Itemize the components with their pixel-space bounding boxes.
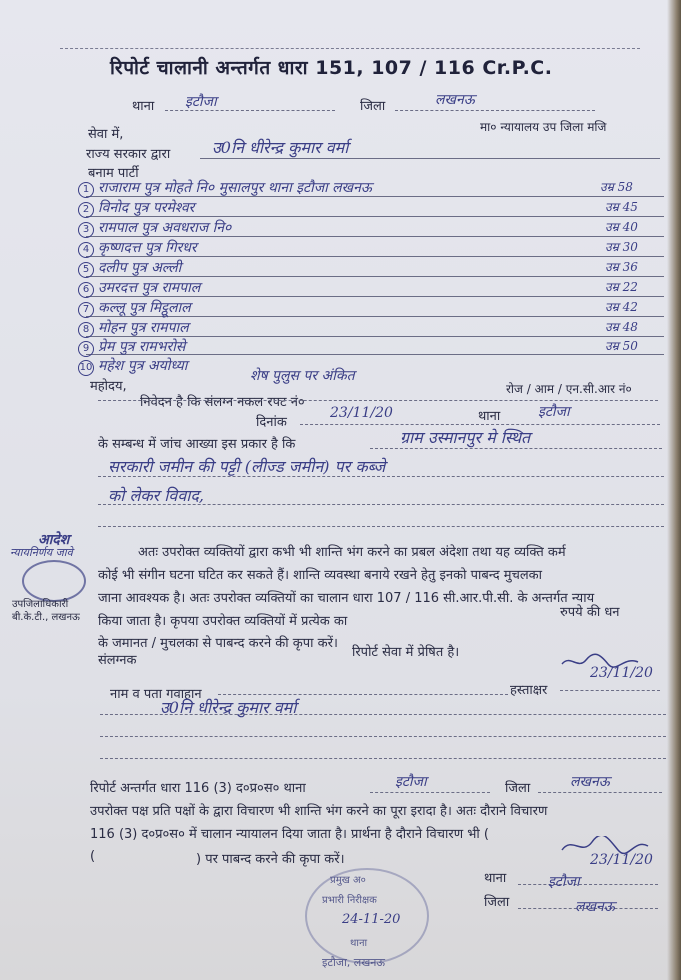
footer-thana2-label: थाना [484,871,507,886]
footer-thana2-underline [518,884,658,885]
para-line-4b: रुपये की धन [560,605,620,620]
party-name: कृष्णदत्त पुत्र गिरधर [98,240,197,256]
party-item-6 [78,278,200,298]
roj-text: रोज / आम / एन.सी.आर नं० [506,382,632,396]
ankit-note: शेष पुलुस पर अंकित [250,368,355,384]
body-thana-value: इटौजा [538,404,570,420]
report116-label: रिपोर्ट अन्तर्गत धारा 116 (3) द०प्र०स० थाना [90,781,306,796]
footer-jila-value: लखनऊ [570,774,610,790]
gawah-value: उ0नि धीरेन्द्र कुमार वर्मा [160,698,297,717]
footer-jila2-label: जिला [484,895,510,910]
banaam-label: बनाम पार्टी [88,166,139,181]
stamp-line-2: प्रभारी निरीक्षक [322,895,377,906]
party-name: रामपाल पुत्र अवधराज नि० [98,220,232,236]
rajya-underline [200,158,660,159]
hand-line-3: को लेकर विवाद, [108,486,204,505]
footer-jila-label: जिला [505,781,531,796]
stamp-bottom: इटौजा, लखनऊ [322,956,385,969]
rajya-value: उ0नि धीरेन्द्र कुमार वर्मा [212,138,349,157]
party-item-2 [78,198,194,218]
stamp-date: 24-11-20 [342,912,401,927]
footer-line-3-open: ( [90,849,96,864]
para-line-3: जाना आवश्यक है। अतः उपरोक्त व्यक्तियों का चालान धारा 107 / 116 सी.आर.पी.सी. के अन्तर्गत न्याय [98,591,595,606]
gawah-underline-2 [100,736,666,737]
court-label: मा० न्यायालय उप जिला मजि [480,120,607,134]
party-age: उम्र 45 [605,200,638,214]
party-name: कल्लू पुत्र मिट्ठूलाल [98,300,191,316]
party-age: उम्र 40 [605,220,638,234]
party-item-9 [78,337,185,357]
seva-label: सेवा में, [88,127,124,142]
party-item-1 [78,178,372,198]
party-num: 8 [78,322,94,338]
margin-nyay: न्यायनिर्णय जावे [10,546,73,559]
body-thana-label: थाना [478,409,501,424]
party-age: उम्र 22 [605,280,638,294]
hand-underline-3 [98,504,664,505]
footer-thana-hand: इटौजा [548,874,580,890]
jila-underline [395,110,595,111]
footer-line-3: ) पर पाबन्द करने की कृपा करें। [196,852,345,867]
footer-jila-hand: लखनऊ [575,899,615,915]
margin-aadesh: आदेश [38,532,70,548]
party-name: महेश पुत्र अयोध्या [98,358,188,374]
party-num: 10 [78,360,94,376]
blank-underline [98,526,664,527]
stamp-line-3: थाना [350,938,368,949]
footer-sign-date: 23/11/20 [590,852,653,868]
party-item-7 [78,298,191,318]
footer-thana-underline [370,792,490,793]
party-name: प्रेम पुत्र रामभरोसे [98,339,186,355]
sambandh-underline [370,448,662,449]
dinank-underline [300,424,660,425]
party-age: उम्र 36 [605,260,638,274]
party-num: 3 [78,222,94,238]
hastakshar-underline [560,690,660,691]
gawah-underline-1 [100,714,666,715]
party-item-3 [78,218,231,238]
mahoday-label: महोदय, [90,379,127,394]
hand-line-2: सरकारी जमीन की पट्टी (लीज्ड जमीन) पर कब्जे [108,457,386,476]
stamp-line-1: प्रमुख अ० [330,875,366,886]
footer-jila-underline [538,792,662,793]
para-line-2: कोई भी संगीन घटना घटित कर सकते हैं। शान्ति व्यवस्था बनाये रखने हेतु इनको पाबन्द मुचलका [98,568,542,583]
footer-line-1: उपरोक्त पक्ष प्रति पक्षों के द्वारा विचारण भी शान्ति भंग करने का पूरा इरादा है। अतः दौराने विचारण [90,804,548,819]
para-line-4: किया जाता है। कृपया उपरोक्त व्यक्तियों में प्रत्येक का [98,614,348,629]
para-line-5: के जमानत / मुचलका से पाबन्द करने की कृपा करें। [98,636,338,651]
party-num: 4 [78,242,94,258]
rajya-label: राज्य सरकार द्वारा [86,147,171,162]
party-age: उम्र 50 [605,339,638,353]
dinank-label: दिनांक [256,415,287,430]
party-item-10 [78,356,187,376]
party-age: उम्र 48 [605,320,638,334]
party-age: उम्र 42 [605,300,638,314]
party-age: उम्र 30 [605,240,638,254]
para-line-1: अतः उपरोक्त व्यक्तियों द्वारा कभी भी शान्ति भंग करने का प्रबल अंदेशा तथा यह व्यक्ति कर्म [138,545,566,560]
party-age: उम्र 58 [600,180,633,194]
naam-underline [218,694,508,695]
naam-label: नाम व पता गवाहान [110,687,202,702]
footer-line-2: 116 (3) द०प्र०स० में चालान न्यायालन दिया जाता है। प्रार्थना है दौराने विचारण भी ( [90,827,489,842]
party-name: विनोद पुत्र परमेश्वर [98,200,195,216]
footer-thana-value: इटौजा [395,774,427,790]
nivedan-underline [98,400,658,401]
document-title: रिपोर्ट चालानी अन्तर्गत धारा 151, 107 / 116 Cr.P.C. [110,57,553,79]
hand-line-1: ग्राम उस्मानपुर मे स्थित [400,428,531,447]
sanlagnak-label: संलग्नक [98,653,137,668]
margin-bkt: बी.के.टी., लखनऊ [12,612,80,623]
paper-edge [667,0,681,980]
party-item-8 [78,318,189,338]
gawah-underline-3 [100,758,666,759]
margin-upjila: उपजिलाधिकारी [12,599,69,610]
jila-label: जिला [360,99,386,114]
party-num: 5 [78,262,94,278]
sambandh-text: के सम्बन्ध में जांच आख्या इस प्रकार है कि [98,437,296,452]
top-divider [60,48,640,49]
sign-date: 23/11/20 [590,665,653,681]
party-name: राजाराम पुत्र मोहते नि० मुसालपुर थाना इटौजा लखनऊ [98,180,372,196]
report-seva: रिपोर्ट सेवा में प्रेषित है। [352,645,460,660]
nivedan-text: निवेदन है कि संलग्न नकल रपट नं० [140,395,305,410]
party-num: 9 [78,341,94,357]
thana-value: इटौजा [185,94,217,110]
party-num: 7 [78,302,94,318]
party-name: उमरदत्त पुत्र रामपाल [98,280,201,296]
party-name: दलीप पुत्र अल्ली [98,260,182,276]
party-num: 2 [78,202,94,218]
party-num: 6 [78,282,94,298]
party-name: मोहन पुत्र रामपाल [98,320,189,336]
party-item-5 [78,258,181,278]
party-num: 1 [78,182,94,198]
party-item-4 [78,238,197,258]
hand-underline-2 [98,476,664,477]
hastakshar-label: हस्ताक्षर [510,683,548,698]
dinank-value: 23/11/20 [330,405,393,421]
jila-value: लखनऊ [435,92,475,108]
thana-label: थाना [132,99,155,114]
